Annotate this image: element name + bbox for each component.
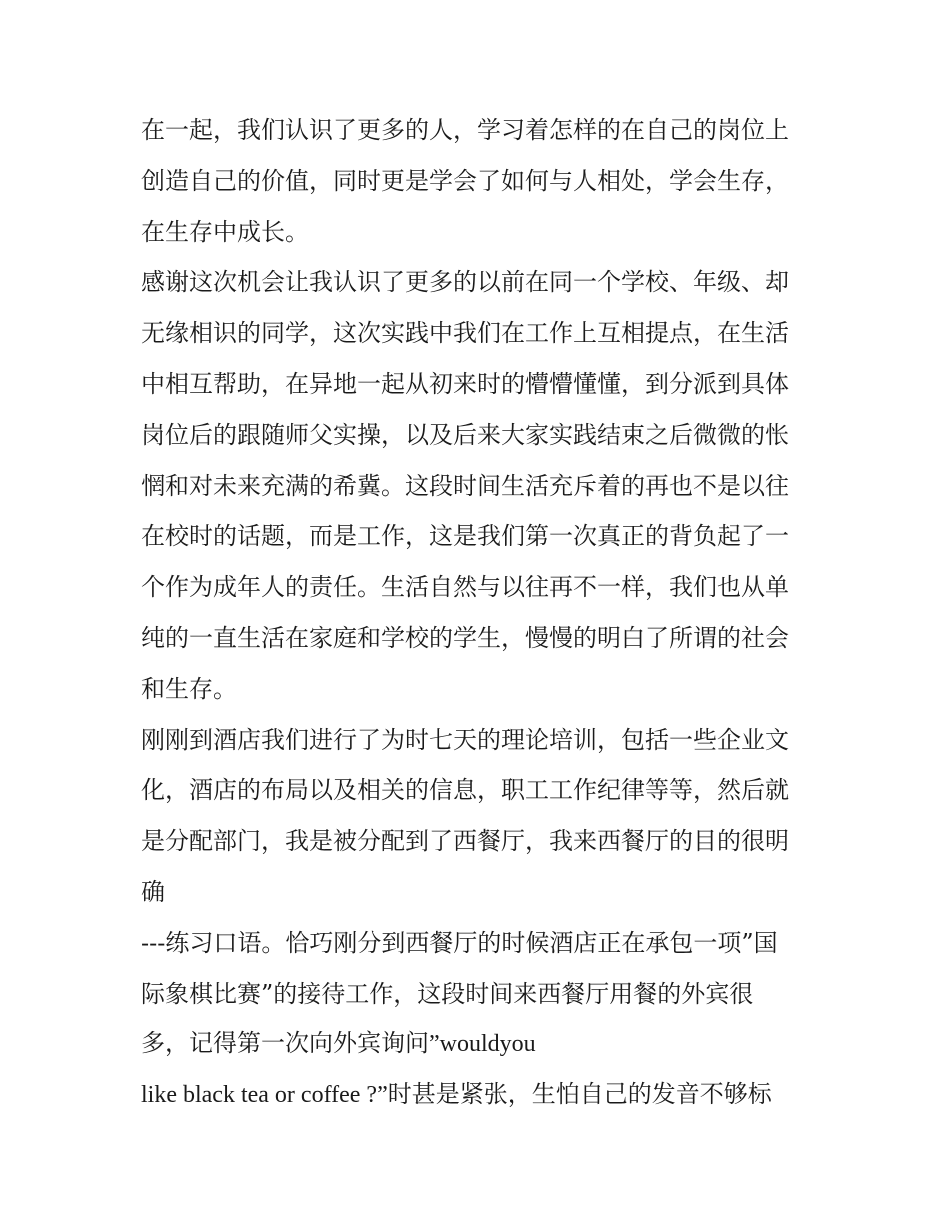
text-line: ---练习口语。恰巧刚分到西餐厅的时候酒店正在承包一项”国 — [141, 928, 778, 957]
text-line: 刚刚到酒店我们进行了为时七天的理论培训，包括一些企业文 — [141, 725, 789, 754]
text-line: 际象棋比赛”的接待工作，这段时间来西餐厅用餐的外宾很 — [141, 979, 754, 1008]
text-line: 无缘相识的同学，这次实践中我们在工作上互相提点，在生活 — [141, 319, 789, 348]
text-line: 在校时的话题，而是工作，这是我们第一次真正的背负起了一 — [141, 522, 789, 551]
text-line: 个作为成年人的责任。生活自然与以往再不一样，我们也从单 — [141, 573, 789, 602]
body-text — [141, 105, 821, 1121]
text-line: 化，酒店的布局以及相关的信息，职工工作纪律等等，然后就 — [141, 776, 789, 805]
text-line: 和生存。 — [141, 674, 237, 703]
text-line: 中相互帮助，在异地一起从初来时的懵懵懂懂，到分派到具体 — [141, 369, 789, 398]
text-line: 确 — [141, 877, 165, 906]
text-line: 在生存中成长。 — [141, 217, 309, 246]
text-line: 岗位后的跟随师父实操，以及后来大家实践结束之后微微的怅 — [141, 420, 789, 449]
text-line: 多，记得第一次向外宾询问”wouldyou — [141, 1031, 536, 1058]
text-line: 创造自己的价值，同时更是学会了如何与人相处，学会生存， — [141, 166, 789, 195]
text-line: 是分配部门，我是被分配到了西餐厅，我来西餐厅的目的很明 — [141, 827, 789, 856]
text-line: 纯的一直生活在家庭和学校的学生，慢慢的明白了所谓的社会 — [141, 623, 789, 652]
text-line: 惘和对未来充满的希冀。这段时间生活充斥着的再也不是以往 — [141, 471, 789, 500]
text-line: 在一起，我们认识了更多的人，学习着怎样的在自己的岗位上 — [141, 116, 789, 144]
text-line: 感谢这次机会让我认识了更多的以前在同一个学校、年级、却 — [141, 268, 789, 297]
text-line: like black tea or coffee ?”时甚是紧张，生怕自己的发音不够标 — [141, 1082, 772, 1109]
